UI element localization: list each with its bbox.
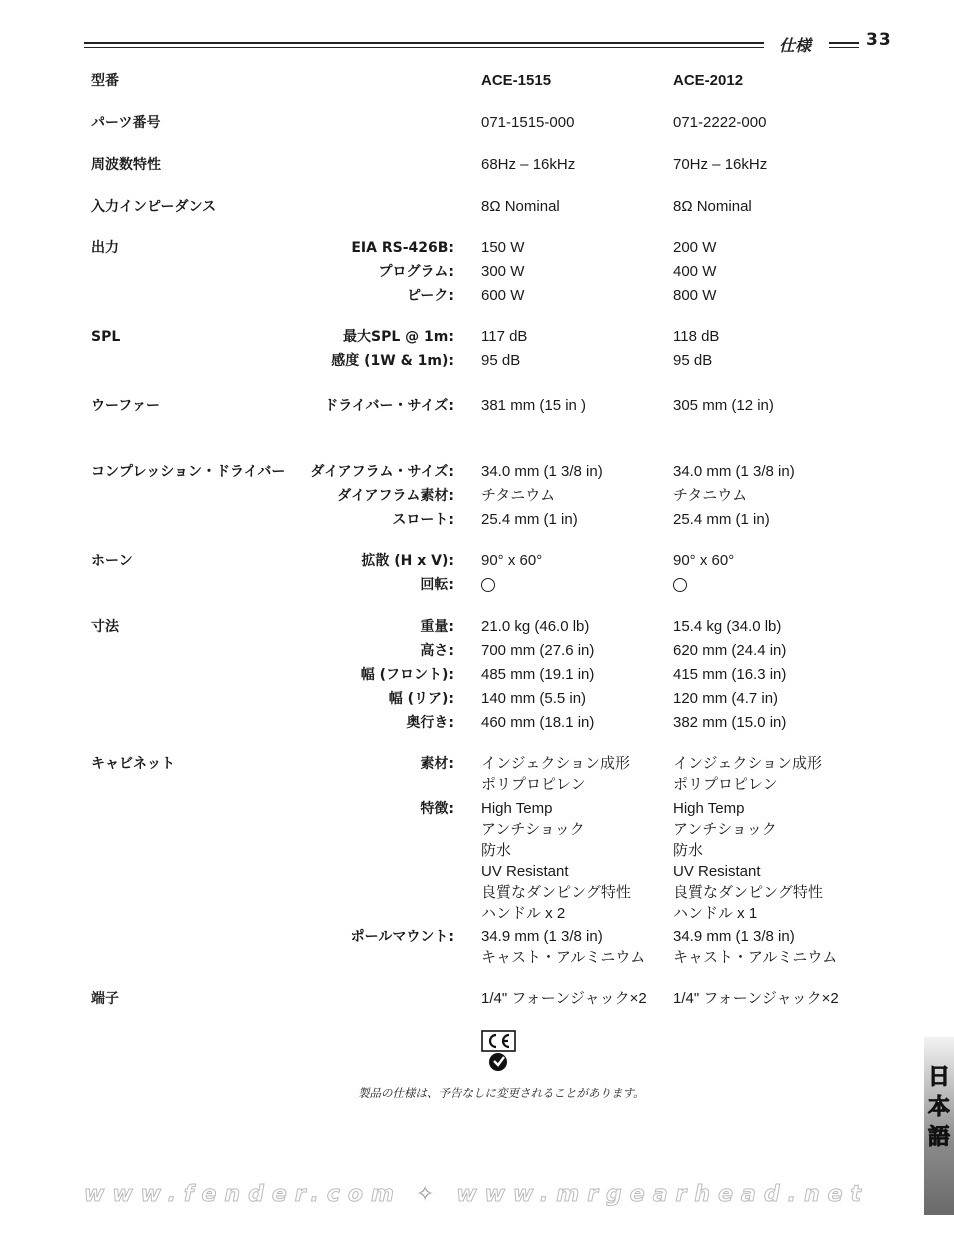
spec-value-model-2: 120 mm (4.7 in) <box>673 690 779 707</box>
spec-value-model-1: 700 mm (27.6 in) <box>481 642 595 659</box>
c-tick-mark-icon <box>489 1053 507 1071</box>
spec-value-model-1: インジェクション成形 <box>481 755 631 772</box>
spec-value-model-1: チタニウム <box>481 487 556 504</box>
spec-value-model-2: 200 W <box>673 239 717 256</box>
spec-label: 入力インピーダンス <box>91 199 217 215</box>
spec-value-model-2: 15.4 kg (34.0 lb) <box>673 618 782 635</box>
spec-label: SPL <box>91 329 121 345</box>
footer-separator-icon: ✧ <box>415 1182 443 1207</box>
spec-value-model-1: 1/4" フォーンジャック×2 <box>481 990 647 1007</box>
spec-sublabel: 最大SPL @ 1m: <box>343 329 454 345</box>
spec-value-model-2: 34.9 mm (1 3/8 in) <box>673 928 795 945</box>
footer-urls <box>84 1182 869 1207</box>
spec-value-model-2: 8Ω Nominal <box>673 198 752 215</box>
spec-value-model-2: 1/4" フォーンジャック×2 <box>673 990 839 1007</box>
spec-change-note: 製品の仕様は、予告なしに変更されることがあります。 <box>358 1086 645 1100</box>
spec-label: 端子 <box>91 991 119 1007</box>
spec-value-model-2: チタニウム <box>673 487 748 504</box>
ce-mark-icon <box>482 1031 515 1051</box>
spec-sublabel: EIA RS-426B: <box>351 240 454 256</box>
language-tab-label: 日本語 <box>927 1065 950 1150</box>
spec-value-model-2: キャスト・アルミニウム <box>673 949 838 966</box>
spec-sublabel: プログラム: <box>378 264 454 280</box>
footer-url-mrgearhead[interactable]: www.mrgearhead.net <box>456 1182 870 1207</box>
header-rule-short-top <box>829 42 859 44</box>
spec-value-model-1: 460 mm (18.1 in) <box>481 714 595 731</box>
spec-value-model-1: 防水 <box>481 842 512 859</box>
spec-sublabel: ダイアフラム素材: <box>337 488 454 504</box>
spec-value-model-1: 381 mm (15 in ) <box>481 397 587 414</box>
spec-sublabel: 感度 (1W & 1m): <box>331 353 454 369</box>
spec-value-model-2: 620 mm (24.4 in) <box>673 642 787 659</box>
spec-value-model-1: ACE-1515 <box>481 72 552 89</box>
section-title: 仕様 <box>779 36 812 55</box>
spec-label: 周波数特性 <box>91 157 161 173</box>
spec-value-model-1: 34.0 mm (1 3/8 in) <box>481 463 603 480</box>
spec-value-model-1: ハンドル x 2 <box>481 905 566 922</box>
spec-value-model-2: 90° x 60° <box>673 552 735 569</box>
spec-value-model-2: UV Resistant <box>673 863 761 880</box>
spec-sublabel: 奥行き: <box>406 715 454 731</box>
spec-label: 出力 <box>91 240 119 256</box>
spec-value-model-1: 300 W <box>481 263 525 280</box>
spec-value-model-1: 21.0 kg (46.0 lb) <box>481 618 590 635</box>
spec-value-model-1: 25.4 mm (1 in) <box>481 511 578 528</box>
footer-url-fender[interactable]: www.fender.com <box>84 1182 402 1207</box>
spec-value-model-2: 071-2222-000 <box>673 114 767 131</box>
spec-sublabel: ダイアフラム・サイズ: <box>310 464 454 480</box>
header-rule-bottom <box>84 47 764 48</box>
spec-label: キャビネット <box>91 756 175 772</box>
spec-sublabel: 幅 (フロント): <box>360 667 454 683</box>
spec-value-model-1: キャスト・アルミニウム <box>481 949 646 966</box>
spec-value-model-1: 071-1515-000 <box>481 114 575 131</box>
spec-value-model-2: ハンドル x 1 <box>673 905 758 922</box>
spec-value-model-1: アンチショック <box>481 821 585 838</box>
spec-value-model-1: 95 dB <box>481 352 521 369</box>
spec-value-model-1: 良質なダンピング特性 <box>481 884 631 901</box>
spec-sublabel: ドライバー・サイズ: <box>324 398 454 414</box>
spec-value-model-2: 800 W <box>673 287 717 304</box>
spec-sublabel: ピーク: <box>406 288 454 304</box>
page-number: 33 <box>866 30 892 50</box>
spec-value-model-2: 防水 <box>673 842 704 859</box>
spec-label: コンプレッション・ドライバー <box>91 464 286 480</box>
spec-value-model-2: 415 mm (16.3 in) <box>673 666 787 683</box>
spec-value-model-2: インジェクション成形 <box>673 755 823 772</box>
spec-value-model-2: ACE-2012 <box>673 72 744 89</box>
spec-label: ホーン <box>91 553 133 569</box>
spec-value-model-1: 485 mm (19.1 in) <box>481 666 595 683</box>
spec-value-model-1: 90° x 60° <box>481 552 543 569</box>
spec-value-model-2: アンチショック <box>673 821 777 838</box>
spec-label: ウーファー <box>91 398 161 414</box>
spec-sublabel: 重量: <box>420 619 454 635</box>
spec-value-model-1: ポリプロピレン <box>481 776 586 793</box>
spec-value-model-2: High Temp <box>673 800 745 817</box>
spec-value-model-1: 150 W <box>481 239 525 256</box>
language-tab <box>924 1037 954 1215</box>
spec-value-model-2: 400 W <box>673 263 717 280</box>
spec-value-model-2: 382 mm (15.0 in) <box>673 714 787 731</box>
spec-value-model-2: 25.4 mm (1 in) <box>673 511 770 528</box>
spec-sublabel: 幅 (リア): <box>388 691 454 707</box>
spec-value-model-2: 34.0 mm (1 3/8 in) <box>673 463 795 480</box>
spec-sublabel: 回転: <box>420 577 454 593</box>
spec-label: 寸法 <box>91 619 119 635</box>
spec-value-model-2: 70Hz – 16kHz <box>673 156 768 173</box>
certification-marks <box>481 1030 517 1072</box>
spec-label: パーツ番号 <box>91 115 161 131</box>
spec-sublabel: スロート: <box>392 512 454 528</box>
spec-value-model-1 <box>481 575 495 595</box>
header-rule-short-bottom <box>829 47 859 48</box>
spec-sublabel: ポールマウント: <box>350 929 454 945</box>
spec-value-model-1: 140 mm (5.5 in) <box>481 690 587 707</box>
spec-sublabel: 拡散 (H x V): <box>361 553 454 569</box>
spec-sublabel: 特徴: <box>420 801 454 817</box>
spec-label: 型番 <box>91 73 119 89</box>
rotation-circle-icon <box>481 578 495 592</box>
spec-value-model-1: High Temp <box>481 800 553 817</box>
header-rule-top <box>84 42 764 44</box>
spec-value-model-1: UV Resistant <box>481 863 569 880</box>
spec-value-model-1: 8Ω Nominal <box>481 198 560 215</box>
spec-sublabel: 素材: <box>420 756 454 772</box>
spec-value-model-1: 68Hz – 16kHz <box>481 156 576 173</box>
spec-sublabel: 高さ: <box>420 643 454 659</box>
spec-value-model-2: ポリプロピレン <box>673 776 778 793</box>
spec-value-model-2: 良質なダンピング特性 <box>673 884 823 901</box>
spec-value-model-2 <box>673 575 687 595</box>
spec-value-model-2: 95 dB <box>673 352 713 369</box>
spec-value-model-1: 600 W <box>481 287 525 304</box>
rotation-circle-icon <box>673 578 687 592</box>
spec-value-model-1: 117 dB <box>481 328 528 345</box>
spec-value-model-1: 34.9 mm (1 3/8 in) <box>481 928 603 945</box>
spec-value-model-2: 305 mm (12 in) <box>673 397 774 414</box>
spec-value-model-2: 118 dB <box>673 328 720 345</box>
